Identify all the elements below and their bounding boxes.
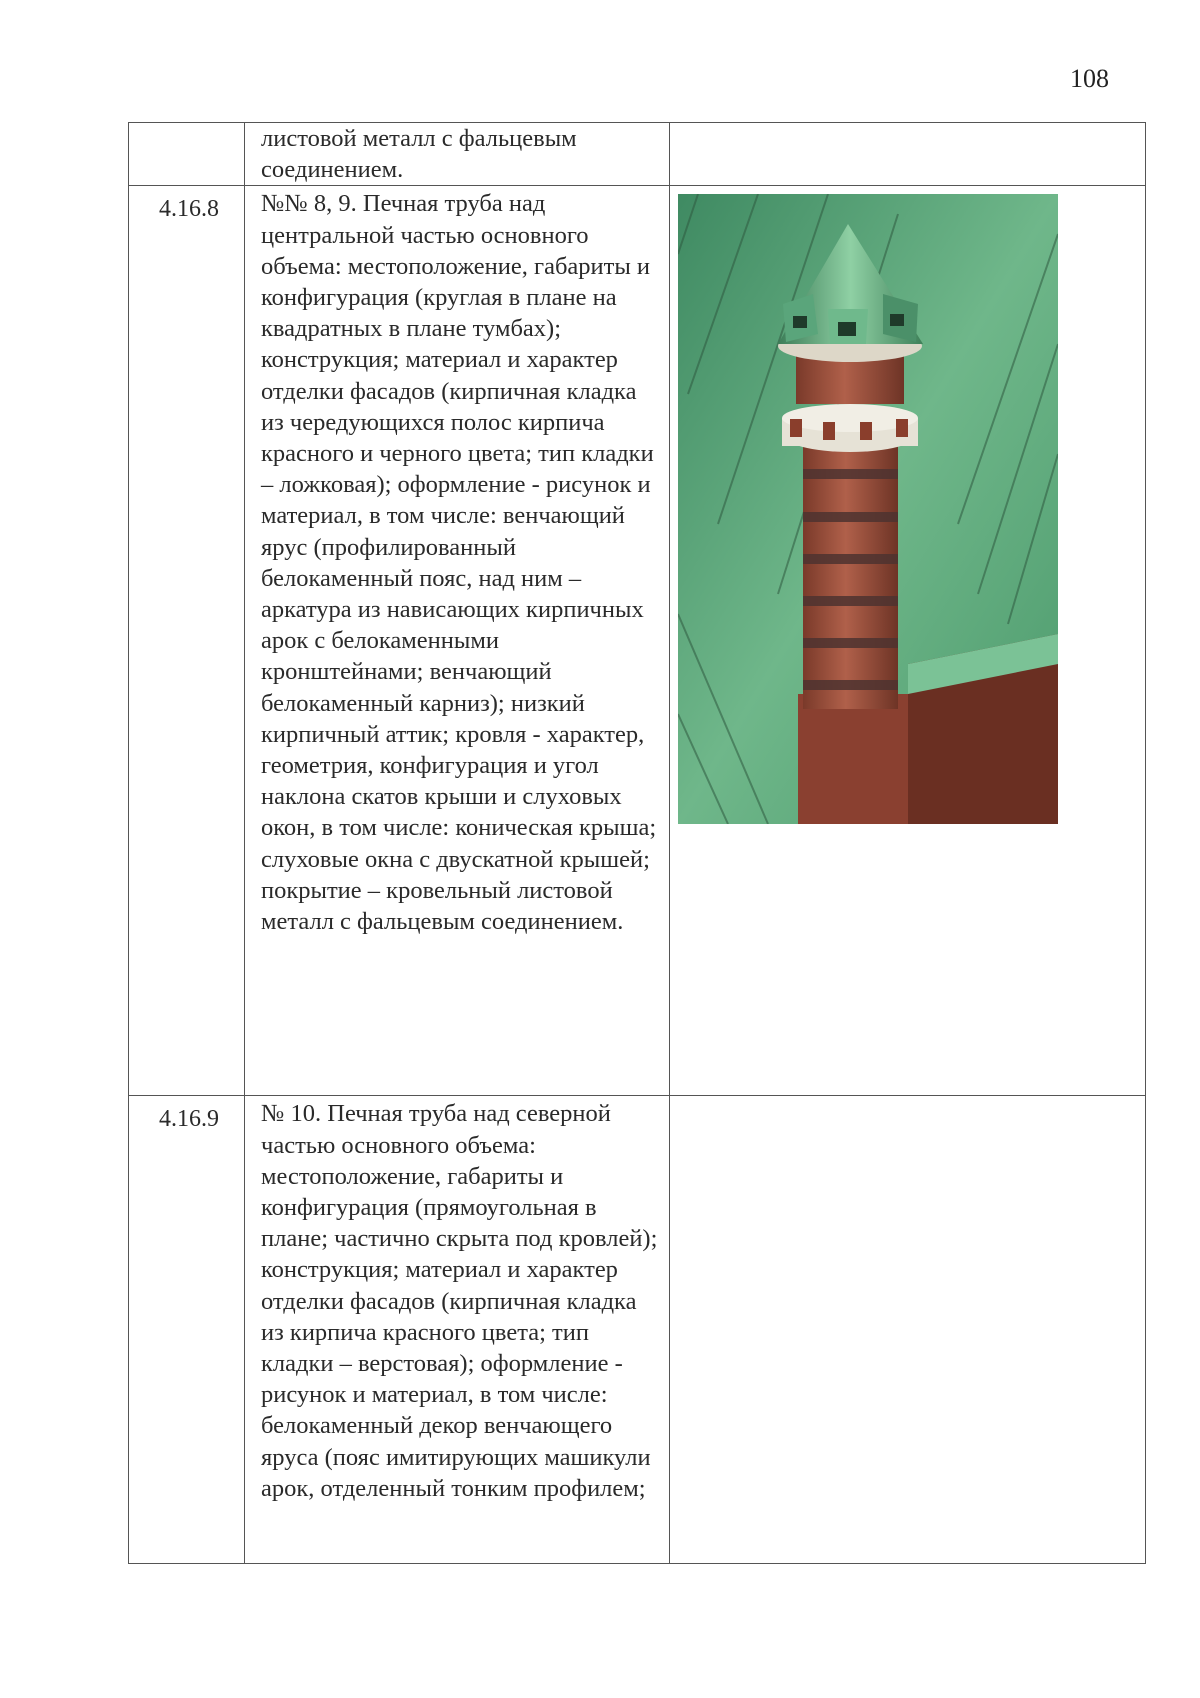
table-row <box>129 1096 1146 1564</box>
row-number-cell <box>129 123 245 186</box>
monument-elements-table <box>128 122 1146 1564</box>
row-description: № 10. Печная труба над северной частью основного объема: местоположение, габариты и конфигурация (прямоугольная в плане; частично скрыта под кровлей); конструкция; материал и характер отделки фасадов (кирпичная кладка из кирпича красного цвета; тип кладки – верстовая); оформление - рисунок и материал, в том числе: белокаменный декор венчающего яруса (пояс имитирующих машикули арок, отделенный тонким профилем; <box>261 1100 658 1502</box>
page-number: 108 <box>1070 64 1109 93</box>
row-number-cell: 4.16.8 <box>129 186 245 1096</box>
table-row <box>129 186 1146 1096</box>
table-row <box>129 123 1146 186</box>
row-description: №№ 8, 9. Печная труба над центральной частью основного объема: местоположение, габариты и конфигурация (круглая в плане на квадратных в плане тумбах); конструкция; материал и характер отделки фасадов (кирпичная кладка из чередующихся полос кирпича красного и черного цвета; тип кладки – ложковая); оформление - рисунок и материал, в том числе: венчающий ярус (профилированный белокаменный пояс, над ним – аркатура из нависающих кирпичных арок с белокаменными кронштейнами; венчающий белокаменный карниз); низкий кирпичный аттик; кровля - характер, геометрия, конфигурация и угол наклона скатов крыши и слуховых окон, в том числе: коническая крыша; слуховые окна с двускатной крышей; покрытие – кровельный листовой металл с фальцевым соединением. <box>261 190 657 936</box>
row-photo-cell <box>670 186 1146 1096</box>
row-photo-cell <box>670 1096 1146 1564</box>
row-description: листовой металл с фальцевым соединением. <box>261 125 577 184</box>
row-text-cell <box>245 1096 670 1564</box>
row-text-cell <box>245 186 670 1096</box>
chimney-photo <box>678 194 1058 824</box>
row-photo-cell <box>670 123 1146 186</box>
row-number-cell: 4.16.9 <box>129 1096 245 1564</box>
row-text-cell <box>245 123 670 186</box>
